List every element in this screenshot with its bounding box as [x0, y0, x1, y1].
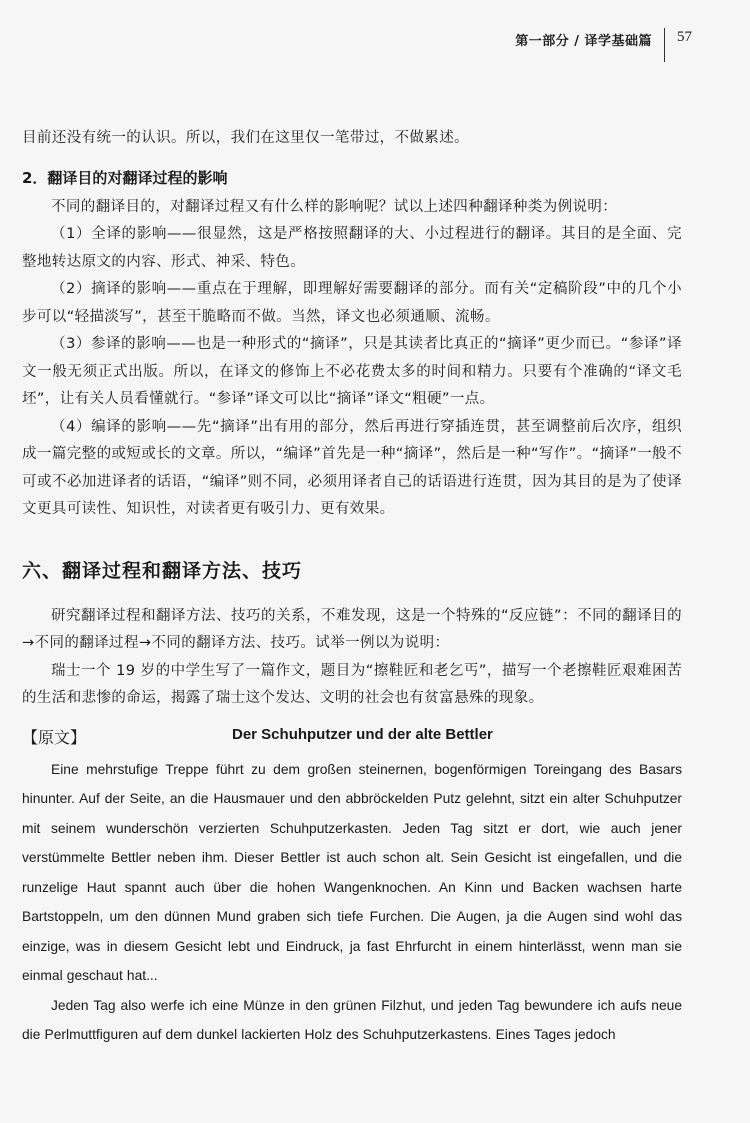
paragraph: 瑞士一个 19 岁的中学生写了一篇作文，题目为“擦鞋匠和老乞丐”，描写一个老擦鞋匠艰难困苦的生活和悲惨的命运，揭露了瑞士这个发达、文明的社会也有贫富悬殊的现象。 — [22, 662, 682, 706]
page-number: 57 — [677, 29, 692, 45]
paragraph-compiled-translation: （4）编译的影响——先“摘译”出有用的部分，然后再进行穿插连贯，甚至调整前后次序，组织成一篇完整的或短或长的文章。所以，“编译”首先是一种“摘译”，然后是一种“写作”。“摘译”一般不可或不必加进译者的话语，“编译”则不同，必须用译者自己的话语进行连贯，因为其目的是为了使译文更具可读性、知识性，对读者更有吸引力、更有效果。 — [22, 418, 682, 517]
page-body — [22, 125, 682, 1050]
paragraph: 研究翻译过程和翻译方法、技巧的关系，不难发现，这是一个特殊的“反应链”：不同的翻译目的→不同的翻译过程→不同的翻译方法、技巧。试举一例以为说明： — [22, 607, 682, 651]
sub-heading: 2．翻译目的对翻译过程的影响 — [22, 168, 228, 187]
header-divider — [664, 28, 665, 62]
paragraph-abstract-translation: （2）摘译的影响——重点在于理解，即理解好需要翻译的部分。而有关“定稿阶段”中的几个小步可以“轻描淡写”，甚至干脆略而不做。当然，译文也必须通顺、流畅。 — [22, 281, 682, 325]
german-paragraph: Eine mehrstufige Treppe führt zu dem großen steinernen, bogenförmigen Toreingang des Basars hinunter. Auf der Seite, an die Hausmauer und den abbröckelden Putz gelehnt, sitzt ein alter Schuhputzer mit seinem wunderschön verzierten Schuhputzerkasten. Jeden Tag sitzt er dort, wie auch jener verstümmelte Bettler neben ihm. Dieser Bettler ist auch schon alt. Sein Gesicht ist eingefallen, und die runzelige Haut spannt auch über die hohen Wangenknochen. An Kinn und Backen wachsen harte Bartstoppeln, um den dünnen Mund graben sich tiefe Furchen. Die Augen, ja die Augen sind wohl das einzige, was in diesem Gesicht lebt und Eindruck, ja fast Ehrfurcht in einem hinterlässt, wenn man sie einmal geschaut hat... — [22, 761, 682, 983]
intro-line: 目前还没有统一的认识。所以，我们在这里仅一笔带过，不做累述。 — [22, 130, 469, 146]
german-paragraph: Jeden Tag also werfe ich eine Münze in den grünen Filzhut, und jeden Tag bewundere ich aufs neue die Perlmuttfiguren auf dem dunkel lackierten Holz des Schuhputzerkastens. Eines Tages jedoch — [22, 997, 682, 1042]
original-label: 【原文】 — [22, 727, 87, 747]
running-header-section: 第一部分 / 译学基础篇 — [515, 34, 652, 49]
paragraph-reference-translation: （3）参译的影响——也是一种形式的“摘译”，只是其读者比真正的“摘译”更少而已。“参译”译文一般无须正式出版。所以，在译文的修饰上不必花费太多的时间和精力。只要有个准确的“译文毛坯”，让有关人员看懂就行。“参译”译文可以比“摘译”译文“粗硬”一点。 — [22, 336, 682, 407]
running-header — [515, 28, 692, 60]
paragraph: 不同的翻译目的，对翻译过程又有什么样的影响呢？试以上述四种翻译种类为例说明： — [51, 198, 618, 215]
original-text-heading — [22, 725, 682, 753]
paragraph-full-translation: （1）全译的影响——很显然，这是严格按照翻译的大、小过程进行的翻译。其目的是全面、完整地转达原文的内容、形式、神采、特色。 — [22, 226, 682, 270]
section-heading: 六、翻译过程和翻译方法、技巧 — [22, 559, 303, 582]
german-title: Der Schuhputzer und der alte Bettler — [232, 725, 493, 743]
